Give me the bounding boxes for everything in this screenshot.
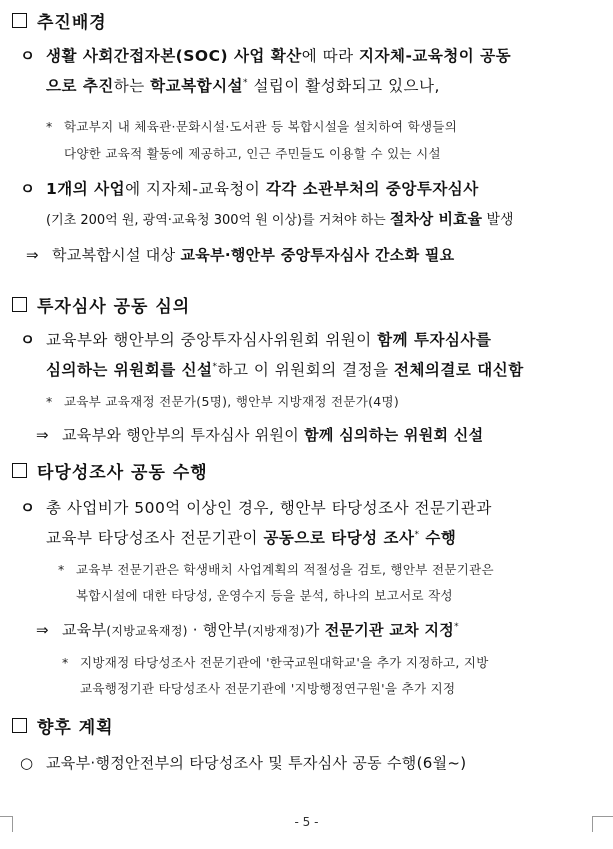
crop-mark: [0, 816, 12, 817]
footnote-mark: *: [212, 361, 218, 372]
checkbox-square-icon: [12, 297, 27, 312]
text: 발생: [482, 212, 514, 228]
bullet-line-continued: [46, 208, 514, 229]
bullet-line-continued: [46, 358, 524, 380]
text: 교육부: [62, 621, 107, 639]
text: · 행안부: [187, 621, 248, 639]
bold-text: 교육부·행안부 중앙투자심사 간소화 필요: [180, 246, 455, 264]
asterisk-icon: *: [62, 655, 69, 670]
asterisk-icon: *: [58, 562, 65, 577]
section-heading-review: [12, 292, 190, 317]
bullet-line-continued: [46, 74, 440, 96]
bold-text: 학교복합시설: [150, 77, 244, 95]
conclusion-line: [36, 424, 483, 445]
crop-mark: [592, 816, 613, 817]
bold-text: 공동으로 타당성 조사: [263, 529, 415, 547]
crop-mark: [592, 816, 593, 832]
note-line: [46, 392, 399, 410]
footnote-mark: *: [414, 529, 420, 540]
circle-bullet-icon: ○: [20, 754, 34, 772]
note-line: [46, 117, 457, 135]
text: 교육부와 행안부의 투자심사 위원이: [62, 426, 305, 444]
heading-text: 향후 계획: [37, 718, 114, 738]
bullet-line-continued: [46, 526, 456, 548]
bold-text: 지자체-교육청이 공동: [359, 47, 512, 65]
circle-bullet-icon: ㅇ: [20, 499, 36, 517]
circle-bullet-icon: ㅇ: [20, 47, 36, 65]
bullet-line: [20, 177, 479, 199]
section-heading-plan: [12, 713, 114, 738]
checkbox-square-icon: [12, 13, 27, 28]
bullet-line: [20, 752, 466, 773]
text: 학교복합시설 대상: [52, 246, 181, 264]
bold-text: 으로 추진: [46, 77, 114, 95]
note-text: 교육행정기관 타당성조사 전문기관에 '지방행정연구원'을 추가 지정: [80, 681, 456, 696]
heading-text: 추진배경: [37, 13, 107, 33]
section-heading-background: [12, 8, 107, 33]
text: 하는: [113, 77, 151, 95]
bold-text: 1개의 사업: [46, 180, 126, 198]
note-line: [62, 653, 489, 671]
bold-text: 수행: [419, 529, 457, 547]
text: 교육부 타당성조사 전문기관이: [46, 529, 264, 547]
note-text: 교육부 전문기관은 학생배치 사업계획의 적절성을 검토, 행안부 전문기관은: [76, 562, 494, 577]
bold-text: 심의하는 위원회를 신설: [46, 361, 213, 379]
text: 교육부·행정안전부의 타당성조사 및 투자심사 공동 수행(6월~): [46, 754, 467, 772]
note-text: 학교부지 내 체육관·문화시설·도서관 등 복합시설을 설치하여 학생들의: [64, 119, 458, 134]
note-line-continued: [76, 586, 453, 604]
text: 하고 이 위원회의 결정을: [217, 361, 394, 379]
bullet-line: [20, 496, 492, 518]
note-text: 교육부 교육재정 전문가(5명), 행안부 지방재정 전문가(4명): [64, 394, 400, 409]
text: 총 사업비가 500억 이상인 경우, 행안부 타당성조사 전문기관과: [46, 499, 492, 517]
bold-text: 전체의결로 대신함: [393, 361, 524, 379]
bold-text: 함께 투자심사를: [377, 331, 492, 349]
bold-text: 생활 사회간접자본(SOC) 사업 확산: [46, 47, 302, 65]
text: 설립이 활성화되고 있으나,: [248, 77, 440, 95]
footnote-mark: *: [454, 622, 459, 632]
note-line-continued: [64, 144, 441, 162]
heading-text: 타당성조사 공동 수행: [37, 463, 208, 483]
bold-text: 절차상 비효율: [389, 210, 482, 228]
text: (지방재정): [247, 624, 305, 638]
section-heading-feasibility: [12, 458, 208, 483]
bold-text: 전문기관 교차 지정: [324, 621, 455, 639]
text: 에 지자체-교육청이: [125, 180, 266, 198]
note-text: 지방재정 타당성조사 전문기관에 '한국교원대학교'을 추가 지정하고, 지방: [80, 655, 489, 670]
conclusion-line: [26, 244, 454, 265]
implies-arrow-icon: ⇒: [36, 621, 49, 639]
text: (지방교육재정): [106, 624, 188, 638]
bold-text: 각각 소관부처의 중앙투자심사: [265, 180, 479, 198]
implies-arrow-icon: ⇒: [36, 426, 49, 444]
text: (기초 200억 원, 광역·교육청 300억 원 이상)를 거쳐야 하는: [46, 213, 390, 228]
note-text: 다양한 교육적 활동에 제공하고, 인근 주민들도 이용할 수 있는 시설: [64, 146, 441, 161]
checkbox-square-icon: [12, 463, 27, 478]
circle-bullet-icon: ㅇ: [20, 180, 36, 198]
conclusion-line: [36, 619, 459, 640]
heading-text: 투자심사 공동 심의: [37, 297, 191, 317]
crop-mark: [12, 816, 13, 832]
text: 에 따라: [301, 47, 360, 65]
implies-arrow-icon: ⇒: [26, 246, 39, 264]
bullet-line: [20, 44, 511, 66]
asterisk-icon: *: [46, 119, 53, 134]
bold-text: 함께 심의하는 위원회 신설: [304, 426, 484, 444]
text: 교육부와 행안부의 중앙투자심사위원회 위원이: [46, 331, 378, 349]
asterisk-icon: *: [46, 394, 53, 409]
footnote-mark: *: [243, 77, 249, 88]
bullet-line: [20, 328, 491, 350]
circle-bullet-icon: ㅇ: [20, 331, 36, 349]
page-number: - 5 -: [294, 815, 319, 829]
text: 가: [304, 621, 325, 639]
note-line-continued: [80, 679, 455, 697]
note-text: 복합시설에 대한 타당성, 운영수지 등을 분석, 하나의 보고서로 작성: [76, 588, 453, 603]
note-line: [58, 560, 494, 578]
checkbox-square-icon: [12, 718, 27, 733]
